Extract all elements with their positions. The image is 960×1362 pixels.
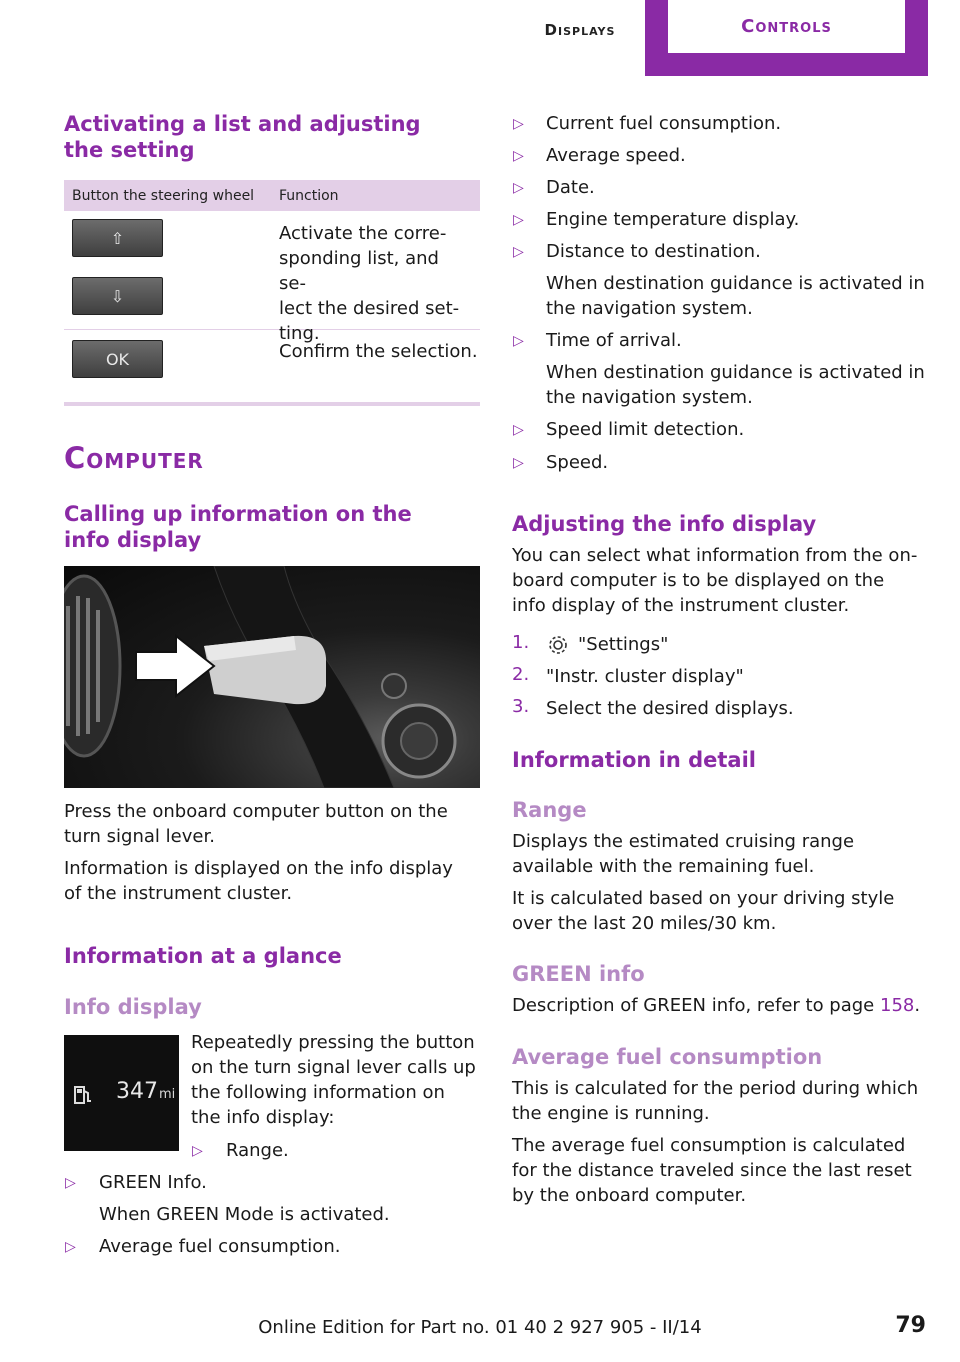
bullet-icon: ▷ — [65, 1175, 76, 1191]
green-heading: GREEN info — [512, 962, 645, 986]
list-item: Speed limit detection. — [546, 419, 745, 440]
bullet-icon: ▷ — [513, 212, 524, 228]
range-value: 347 — [116, 1079, 158, 1104]
tab-controls[interactable]: Controls — [668, 0, 905, 53]
info-text: Information is displayed on the info display of the instrument cluster. — [64, 858, 453, 904]
page-number: 79 — [895, 1313, 926, 1338]
green-text-body: Description of GREEN info, refer to page — [512, 995, 875, 1016]
list-item: Distance to destination. — [546, 241, 761, 262]
bullet-icon: ▷ — [513, 148, 524, 164]
info-display-thumbnail — [64, 1035, 179, 1151]
step-number: 1. — [512, 632, 530, 653]
green-note: When GREEN Mode is activated. — [99, 1204, 390, 1225]
step-number: 2. — [512, 664, 530, 685]
bullet-icon: ▷ — [192, 1143, 203, 1159]
list-item: Date. — [546, 177, 595, 198]
press-text: Press the onboard computer button on the turn signal lever. — [64, 801, 448, 847]
list-item: Average speed. — [546, 145, 686, 166]
adjust-text: You can select what information from the on-board computer is to be displayed on the info display of the instrument cluster. — [512, 545, 918, 616]
table-cell-function: Activate the corre- sponding list, and se- lect the desired set- ting. — [279, 223, 460, 344]
bullet-icon: ▷ — [513, 422, 524, 438]
range-text: Displays the estimated cruising range available with the remaining fuel. — [512, 831, 855, 877]
avg-heading: Average fuel consumption — [512, 1045, 823, 1069]
table-header-function: Function — [279, 187, 339, 204]
repeat-text: Repeatedly pressing the button on the turn signal lever calls up the following information on the info display: — [191, 1032, 476, 1128]
bullet-icon: ▷ — [513, 116, 524, 132]
edition-footer: Online Edition for Part no. 01 40 2 927 905 - II/14 — [258, 1317, 702, 1338]
table-row — [64, 211, 480, 344]
list-item: Time of arrival. — [546, 330, 682, 351]
computer-heading: Computer — [64, 441, 204, 475]
destination-note: When destination guidance is activated in the navigation system. — [546, 362, 925, 408]
green-text — [512, 993, 932, 1018]
list-item: Speed. — [546, 452, 609, 473]
info-display-heading: Info display — [64, 995, 202, 1019]
fuel-pump-icon — [73, 1085, 95, 1105]
range-heading: Range — [512, 798, 587, 822]
avg-text: This is calculated for the period during which the engine is running. — [512, 1078, 919, 1124]
range-unit: mi — [159, 1087, 176, 1102]
bullet-icon: ▷ — [513, 180, 524, 196]
green-text-period: . — [914, 995, 921, 1016]
glance-heading: Information at a glance — [64, 944, 342, 968]
bullet-icon: ▷ — [513, 333, 524, 349]
tab-displays[interactable]: Displays — [544, 21, 616, 39]
list-item: GREEN Info. — [99, 1172, 207, 1193]
table-cell-function: Confirm the selection. — [279, 341, 478, 362]
bullet-icon: ▷ — [513, 244, 524, 260]
avg-text: The average fuel consumption is calculated for the distance traveled since the last reset by the onboard computer. — [512, 1135, 912, 1206]
detail-heading: Information in detail — [512, 748, 757, 772]
list-heading: Activating a list and adjusting the setting — [64, 112, 421, 162]
table-end-rule — [64, 402, 480, 406]
arrow-up-button-icon: ⇧ — [72, 219, 163, 257]
table-cell-buttons — [64, 211, 271, 329]
list-item: Range. — [226, 1140, 289, 1161]
step-text: Select the desired displays. — [546, 698, 794, 719]
step-text: "Instr. cluster display" — [546, 666, 744, 687]
table-cell-buttons — [64, 330, 271, 390]
table-header-button: Button the steering wheel — [72, 187, 255, 204]
list-item: Current fuel consumption. — [546, 113, 782, 134]
turn-signal-lever-photo — [64, 566, 480, 788]
step-number: 3. — [512, 696, 530, 717]
page-link[interactable]: 158 — [880, 995, 915, 1016]
ok-button-icon: OK — [72, 340, 163, 378]
gear-icon — [547, 634, 569, 656]
calling-heading: Calling up information on the info display — [64, 502, 412, 552]
destination-note: When destination guidance is activated in the navigation system. — [546, 273, 925, 319]
table-row — [64, 330, 480, 390]
step-text: "Settings" — [578, 634, 669, 655]
button-table — [64, 180, 480, 406]
list-item: Average fuel consumption. — [99, 1236, 341, 1257]
range-text: It is calculated based on your driving style over the last 20 miles/30 km. — [512, 888, 895, 934]
table-header — [64, 180, 480, 211]
bullet-icon: ▷ — [513, 455, 524, 471]
arrow-down-button-icon: ⇩ — [72, 277, 163, 315]
list-item: Engine temperature display. — [546, 209, 800, 230]
bullet-icon: ▷ — [65, 1239, 76, 1255]
adjust-heading: Adjusting the info display — [512, 512, 817, 536]
